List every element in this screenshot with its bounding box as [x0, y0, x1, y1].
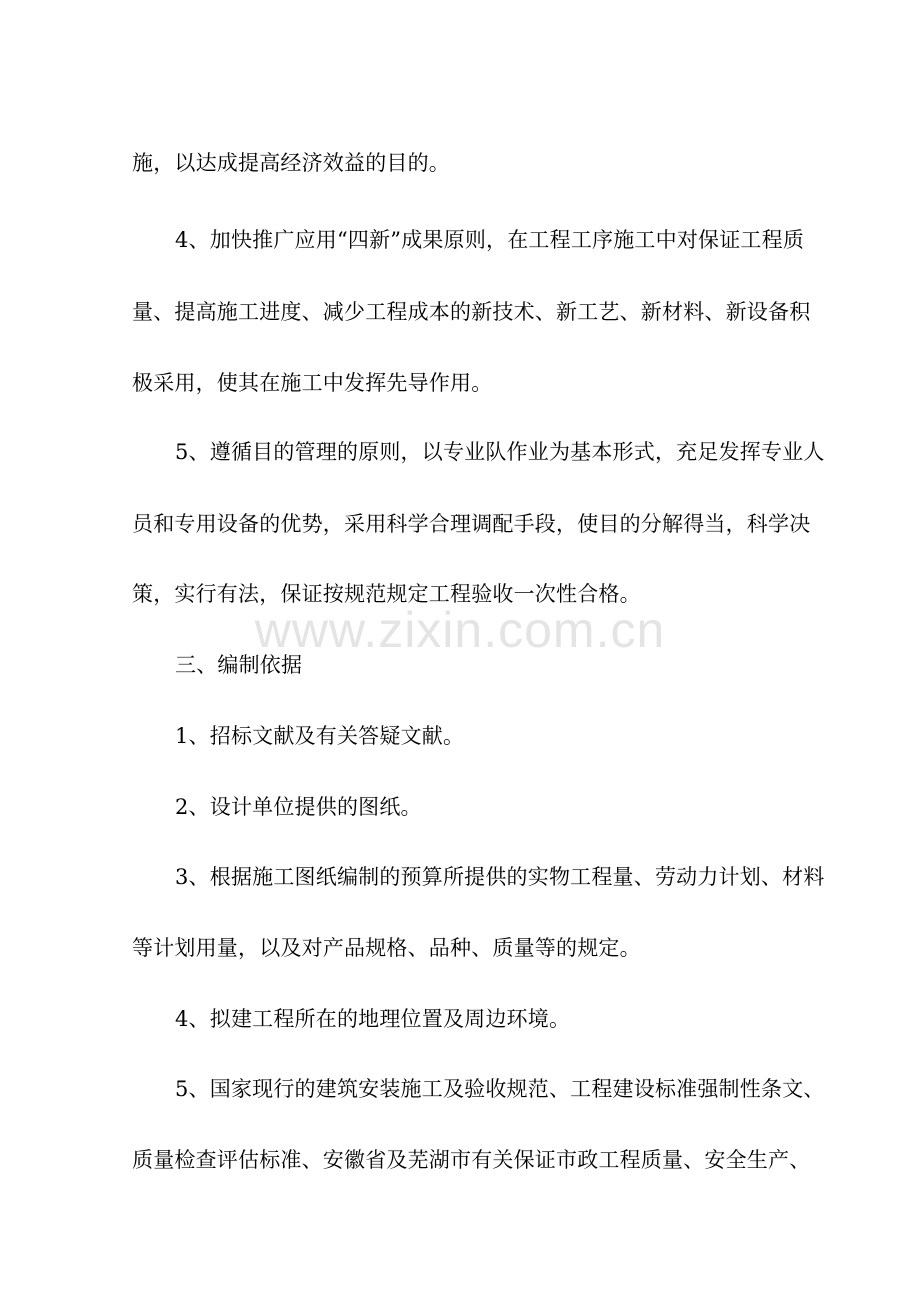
text-line: 极采用，使其在施工中发挥先导作用。 [132, 371, 493, 395]
text-line: 3、根据施工图纸编制的预算所提供的实物工程量、劳动力计划、材料 [175, 865, 825, 889]
text-line: 施，以达成提高经济效益的目的。 [132, 151, 450, 175]
text-line: 4、加快推广应用“四新”成果原则，在工程工序施工中对保证工程质 [175, 228, 805, 252]
text-line: 5、国家现行的建筑安装施工及验收规范、工程建设标准强制性条文、 [175, 1077, 825, 1101]
text-line: 4、拟建工程所在的地理位置及周边环境。 [175, 1007, 571, 1031]
text-line: 量、提高施工进度、减少工程成本的新技术、新工艺、新材料、新设备积 [132, 300, 811, 324]
text-line: 策，实行有法，保证按规范规定工程验收一次性合格。 [132, 582, 641, 606]
text-line: 员和专用设备的优势，采用科学合理调配手段，使目的分解得当，科学决 [132, 512, 811, 536]
text-line: 2、设计单位提供的图纸。 [175, 795, 422, 819]
text-line: 等计划用量，以及对产品规格、品种、质量等的规定。 [132, 936, 641, 960]
text-line: 5、遵循目的管理的原则，以专业队作业为基本形式，充足发挥专业人 [175, 440, 825, 464]
text-line: 1、招标文献及有关答疑文献。 [175, 724, 465, 748]
watermark: www.zixin.com.cn [254, 602, 666, 658]
text-line: 质量检查评估标准、安徽省及芜湖市有关保证市政工程质量、安全生产、 [132, 1148, 811, 1172]
section-heading: 三、编制依据 [175, 653, 303, 677]
